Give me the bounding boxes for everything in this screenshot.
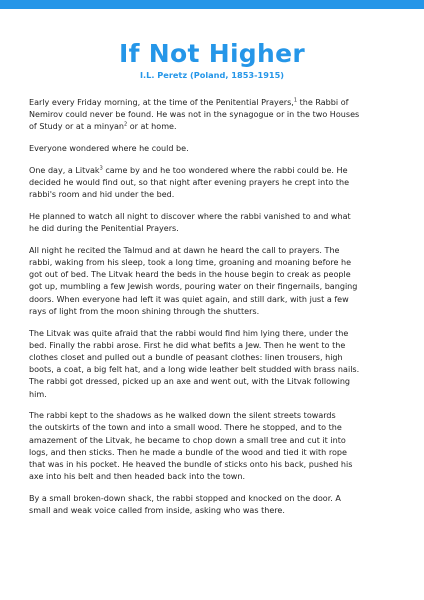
- text-line: [29, 306, 399, 318]
- text-line: [29, 189, 399, 201]
- text-line: [29, 410, 399, 422]
- text-segment: bed. Finally the rabbi arose. First he did what befits a Jew. Then he went to the: [29, 340, 346, 350]
- text-segment: He planned to watch all night to discover where the rabbi vanished to and what: [29, 211, 351, 221]
- text-segment: One day, a Litvak: [29, 165, 100, 175]
- author-subtitle: I.L. Peretz (Poland, 1853-1915): [139, 70, 285, 80]
- text-line: [29, 121, 399, 133]
- text-segment: clothes closet and pulled out a bundle of peasant clothes: linen trousers, high: [29, 352, 343, 362]
- text-segment: of Study or at a minyan: [29, 122, 124, 132]
- text-line: [29, 328, 399, 340]
- paragraph: [29, 143, 399, 155]
- text-line: [29, 143, 399, 155]
- paragraph: [29, 211, 399, 235]
- text-segment: rabbi's room and hid under the bed.: [29, 190, 175, 200]
- paragraph: [29, 245, 399, 318]
- text-segment: boots, a coat, a big felt hat, and a long wide leather belt studded with brass nails.: [29, 365, 360, 375]
- text-segment: came by and he too wondered where the rabbi could be. He: [102, 165, 348, 175]
- text-line: [29, 435, 399, 447]
- text-line: [29, 211, 399, 223]
- text-line: [29, 281, 399, 293]
- text-segment: Everyone wondered where he could be.: [29, 144, 189, 154]
- text-line: [29, 447, 399, 459]
- text-line: [29, 294, 399, 306]
- text-segment: axe into his belt and then headed back into the town.: [29, 472, 246, 482]
- paragraph: [29, 410, 399, 483]
- paragraph: [29, 493, 399, 517]
- text-segment: The Litvak was quite afraid that the rabbi would find him lying there, under the: [29, 328, 349, 338]
- document-title: If Not Higher: [118, 39, 305, 68]
- text-line: [29, 245, 399, 257]
- text-segment: Nemirov could never be found. He was not in the synagogue or in the two Houses: [29, 110, 360, 120]
- text-line: [29, 223, 399, 235]
- footnote-marker: 1: [293, 97, 298, 104]
- paragraph: [29, 328, 399, 401]
- text-segment: By a small broken-down shack, the rabbi stopped and knocked on the door. A: [29, 493, 341, 503]
- text-segment: The rabbi got dressed, picked up an axe and went out, with the Litvak following: [29, 377, 351, 387]
- text-line: [29, 364, 399, 376]
- story-body: [29, 97, 399, 527]
- text-segment: the outskirts of the town and into a small wood. There he stopped, and to the: [29, 423, 342, 433]
- text-line: [29, 340, 399, 352]
- text-segment: he did during the Penitential Prayers.: [29, 224, 179, 234]
- text-segment: Early every Friday morning, at the time of the Penitential Prayers,: [29, 98, 294, 107]
- text-line: [29, 493, 399, 505]
- text-segment: amazement of the Litvak, he became to chop down a small tree and cut it into: [29, 435, 346, 445]
- text-line: [29, 165, 399, 177]
- paragraph: [29, 165, 399, 202]
- footnote-marker: 3: [99, 165, 103, 172]
- text-segment: the Rabbi of: [297, 98, 349, 107]
- text-line: [29, 389, 399, 401]
- text-line: [29, 471, 399, 483]
- text-line: [29, 422, 399, 434]
- top-accent-bar: [0, 0, 424, 9]
- text-segment: doors. When everyone had left it was quiet again, and still dark, with just a few: [29, 294, 349, 304]
- text-line: [29, 257, 399, 269]
- text-segment: small and weak voice called from inside, asking who was there.: [29, 506, 285, 516]
- text-segment: him.: [29, 389, 47, 399]
- text-line: [29, 376, 399, 388]
- text-segment: The rabbi kept to the shadows as he walked down the silent streets towards: [29, 411, 336, 421]
- text-segment: that was in his pocket. He heaved the bundle of sticks onto his back, pushed his: [29, 460, 353, 470]
- text-segment: rabbi, waking from his sleep, took a long time, groaning and moaning before he: [29, 258, 352, 268]
- text-segment: decided he would find out, so that night after evening prayers he crept into the: [29, 178, 350, 188]
- text-segment: logs, and then sticks. Then he made a bundle of the wood and tied it with rope: [29, 447, 347, 457]
- text-segment: rays of light from the moon shining through the shutters.: [29, 306, 260, 316]
- text-line: [29, 97, 399, 109]
- text-line: [29, 505, 399, 517]
- text-segment: All night he recited the Talmud and at dawn he heard the call to prayers. The: [29, 245, 340, 255]
- text-line: [29, 109, 399, 121]
- paragraph: [29, 97, 399, 134]
- text-line: [29, 352, 399, 364]
- text-line: [29, 177, 399, 189]
- text-segment: got out of bed. The Litvak heard the beds in the house begin to creak as people: [29, 270, 351, 280]
- text-segment: or at home.: [127, 122, 177, 132]
- text-line: [29, 459, 399, 471]
- footnote-marker: 2: [124, 121, 128, 128]
- text-line: [29, 269, 399, 281]
- text-segment: got up, mumbling a few Jewish words, pouring water on their fingernails, banging: [29, 282, 358, 292]
